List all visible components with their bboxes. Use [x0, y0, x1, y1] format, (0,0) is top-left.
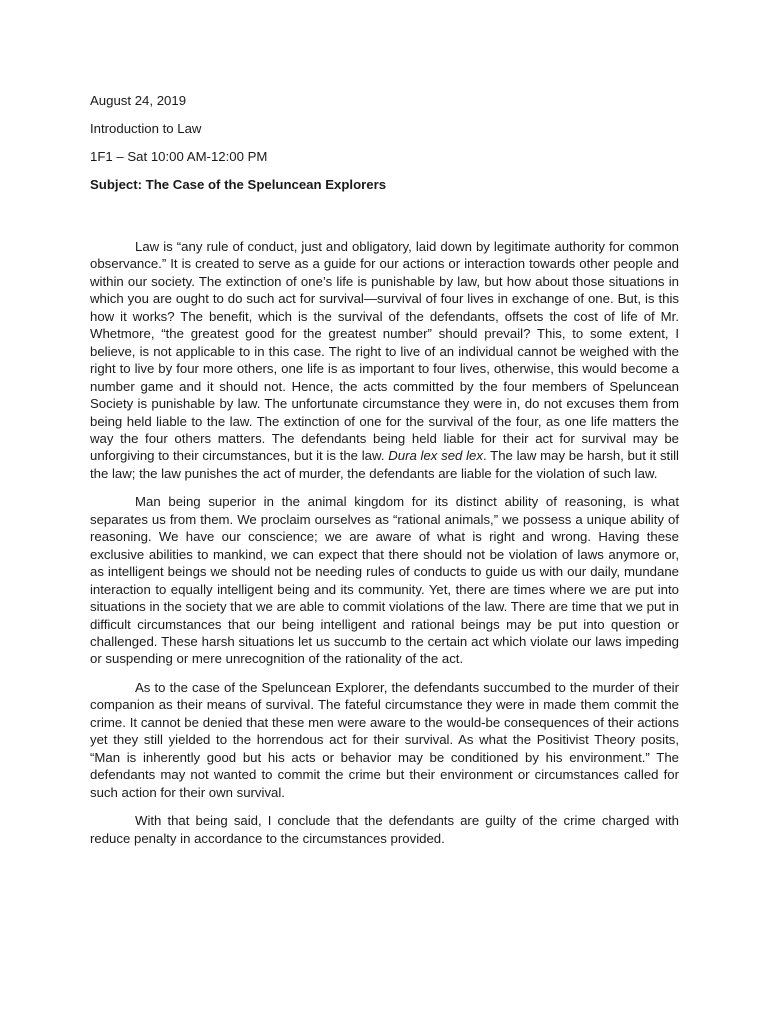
latin-maxim: Dura lex sed lex [388, 448, 483, 464]
paragraph-1-text-b: . The law may be harsh, but it still the law; the law punishes the act of murder, the defendants are liable for the violation of such law. [90, 448, 679, 481]
document-page [90, 92, 679, 858]
class-schedule: 1F1 – Sat 10:00 AM-12:00 PM [90, 149, 268, 164]
course-name: Introduction to Law [90, 121, 202, 136]
paragraph-1 [90, 238, 679, 482]
document-body [90, 238, 679, 847]
paragraph-1-text-a: Law is “any rule of conduct, just and obligatory, laid down by legitimate authority for common observance.” It is created to serve as a guide for our actions or interaction towards other people and within our society. The extinction of one’s life is punishable by law, but how about those situations in which you are ought to do such act for survival—survival of four lives in exchange of one. But, is this how it works? The benefit, which is the survival of the defendants, offsets the cost of life of Mr. Whetmore, “the greatest good for the greatest number” should prevail? This, to some extent, I believe, is not applicable to in this case. The right to live of an individual cannot be weighed with the right to live by four more others, one life is as important to four lives, otherwise, this would become a number game and it should not. Hence, the acts committed by the four members of Speluncean Society is punishable by law. The unfortunate circumstance they were in, do not excuses them from being held liable to the law. The extinction of one for the survival of the four, as one life matters the way the four others matters. The defendants being held liable for their act for survival may be unforgiving to their circumstances, but it is the law. [90, 239, 679, 464]
document-date: August 24, 2019 [90, 93, 187, 108]
paragraph-2: Man being superior in the animal kingdom for its distinct ability of reasoning, is what separates us from them. We proclaim ourselves as “rational animals,” we possess a unique ability of reasoning. We have our conscience; we are aware of what is right and wrong. Having these exclusive abilities to mankind, we can expect that there should not be violation of laws anymore or, as intelligent beings we should not be needing rules of conducts to guide us with our daily, mundane interaction to equally intelligent being and its community. Yet, there are times where we are put into situations in the society that we are able to commit violations of the law. There are time that we put in difficult circumstances that our being intelligent and rational beings may be put into question or challenged. These harsh situations let us succumb to the certain act which violate our laws impeding or suspending or mere unrecognition of the rationality of the act. [90, 494, 679, 667]
paragraph-3: As to the case of the Speluncean Explorer, the defendants succumbed to the murder of their companion as their means of survival. The fateful circumstance they were in made them commit the crime. It cannot be denied that these men were aware to the would-be consequences of their actions yet they still yielded to the horrendous act for their survival. As what the Positivist Theory posits, “Man is inherently good but his acts or behavior may be conditioned by his environment.” The defendants may not wanted to commit the crime but their environment or circumstances called for such action for their own survival. [90, 679, 679, 800]
paragraph-4: With that being said, I conclude that the defendants are guilty of the crime charged with reduce penalty in accordance to the circumstances provided. [90, 813, 679, 846]
document-subject: Subject: The Case of the Speluncean Explorers [90, 177, 387, 192]
